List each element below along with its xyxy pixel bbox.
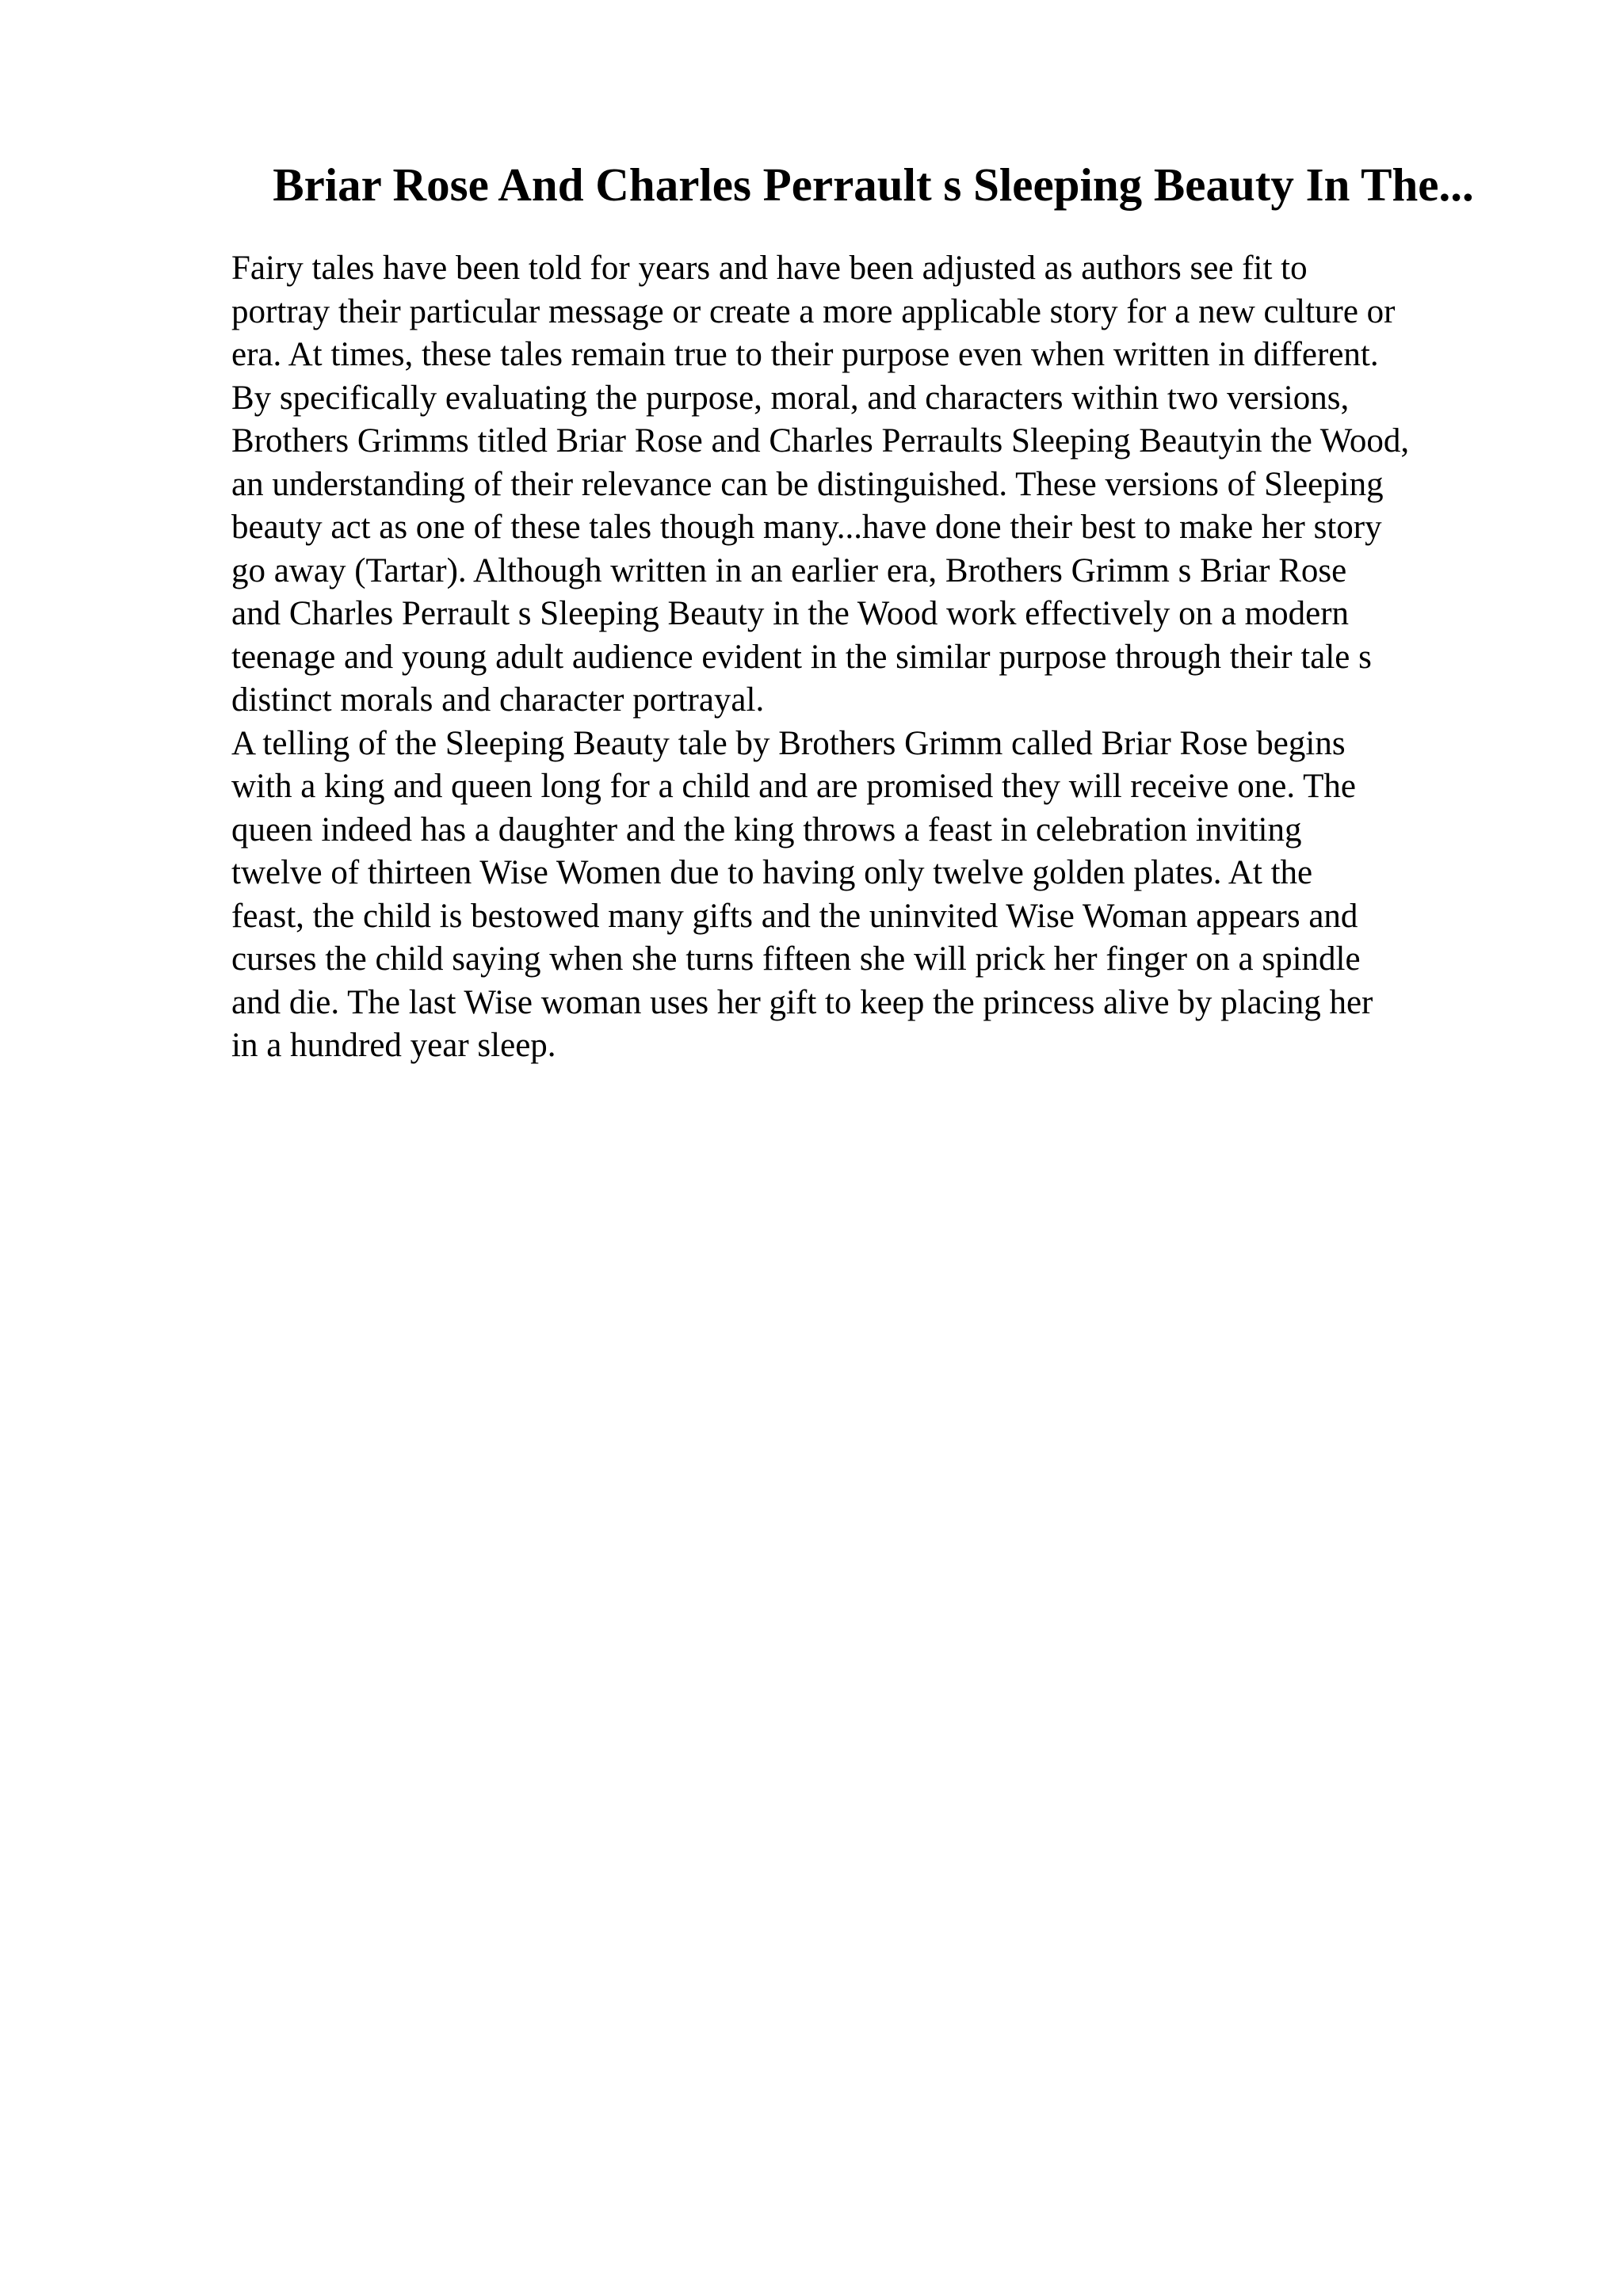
- body-line: and die. The last Wise woman uses her gift to keep the princess alive by placing her: [231, 983, 1373, 1021]
- body-line: in a hundred year sleep.: [231, 1027, 556, 1064]
- body-line: and Charles Perrault s Sleeping Beauty in the Wood work effectively on a modern: [231, 595, 1350, 632]
- body-line: By specifically evaluating the purpose, moral, and characters within two versions,: [231, 379, 1350, 417]
- document-title: Briar Rose And Charles Perrault s Sleeping Beauty In The...: [273, 158, 1474, 211]
- body-line: twelve of thirteen Wise Women due to having only twelve golden plates. At the: [231, 854, 1313, 891]
- body-line: teenage and young adult audience evident in the similar purpose through their tale s: [231, 638, 1372, 676]
- body-line: A telling of the Sleeping Beauty tale by Brothers Grimm called Briar Rose begins: [231, 724, 1346, 762]
- body-line: feast, the child is bestowed many gifts and the uninvited Wise Woman appears and: [231, 897, 1358, 935]
- body-line: beauty act as one of these tales though many...have done their best to make her story: [231, 509, 1382, 546]
- body-line: queen indeed has a daughter and the king throws a feast in celebration inviting: [231, 810, 1302, 849]
- body-line: portray their particular message or create a more applicable story for a new culture or: [231, 292, 1396, 330]
- body-line: distinct morals and character portrayal.: [231, 681, 765, 719]
- body-line: go away (Tartar). Although written in an earlier era, Brothers Grimm s Briar Rose: [231, 551, 1347, 589]
- body-line: Brothers Grimms titled Briar Rose and Charles Perraults Sleeping Beautyin the Wood,: [231, 422, 1410, 460]
- body-line: curses the child saying when she turns fifteen she will prick her finger on a spindle: [231, 940, 1361, 978]
- document-body: [231, 247, 1531, 1068]
- body-line: with a king and queen long for a child and are promised they will receive one. The: [231, 768, 1356, 805]
- body-line: Fairy tales have been told for years and have been adjusted as authors see fit to: [231, 250, 1308, 287]
- body-line: an understanding of their relevance can be distinguished. These versions of Sleeping: [231, 465, 1384, 503]
- body-line: era. At times, these tales remain true to their purpose even when written in different.: [231, 336, 1379, 373]
